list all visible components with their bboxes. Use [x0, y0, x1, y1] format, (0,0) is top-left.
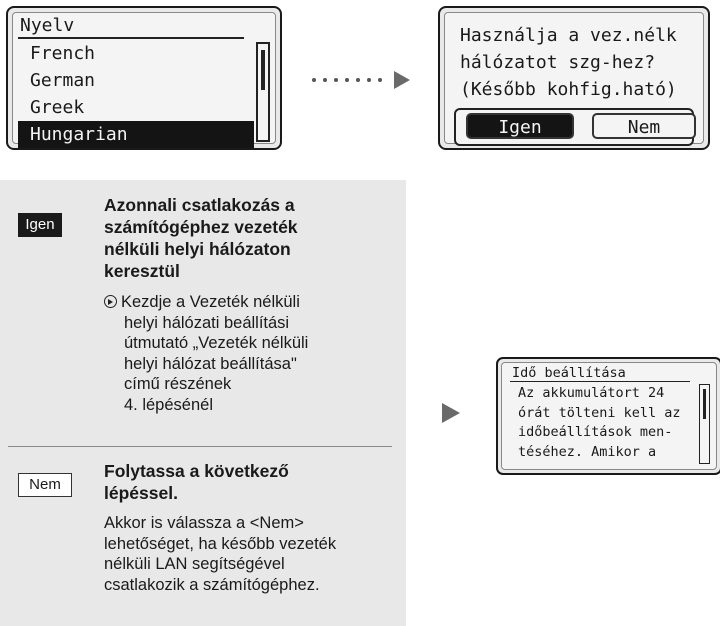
no-heading	[104, 460, 384, 504]
yes-heading-line: keresztül	[104, 261, 180, 281]
title-divider	[510, 381, 690, 382]
yes-heading-line: Azonnali csatlakozás a	[104, 195, 295, 215]
no-button[interactable]: Nem	[592, 113, 696, 139]
no-instructions	[104, 513, 399, 595]
no-body-line: Akkor is válassza a <Nem>	[104, 514, 304, 532]
message-scrollbar[interactable]	[699, 384, 710, 464]
section-divider	[8, 446, 392, 447]
time-setting-screen	[496, 357, 720, 475]
language-item-french[interactable]: French	[30, 43, 96, 64]
language-item-greek[interactable]: Greek	[30, 97, 85, 118]
yes-body-line: című részének	[124, 375, 232, 393]
dotted-right-arrow-icon	[312, 70, 410, 90]
scrollbar-thumb[interactable]	[703, 389, 706, 419]
title-divider	[18, 37, 244, 39]
instruction-panel	[0, 180, 406, 626]
circle-arrow-icon	[104, 295, 117, 308]
yes-body-line: helyi hálózat beállítása"	[124, 354, 297, 373]
yes-button[interactable]: Igen	[466, 113, 574, 139]
yes-heading	[104, 194, 384, 282]
yes-body-line: útmutató „Vezeték nélküli	[124, 334, 309, 352]
wireless-question: Használja a vez.nélk hálózatot szg-hez? (Később kohfig.ható)	[460, 25, 677, 100]
language-scrollbar[interactable]	[256, 42, 270, 142]
language-item-german[interactable]: German	[30, 70, 96, 91]
language-item-hungarian[interactable]: Hungarian	[18, 121, 254, 148]
no-heading-line: Folytassa a következő	[104, 461, 289, 481]
time-screen-title: Idő beállítása	[512, 365, 626, 381]
yes-body-line: 4. lépésénél	[124, 395, 213, 414]
language-screen	[6, 6, 282, 150]
no-body-line: lehetőséget, ha később vezeték	[104, 534, 337, 553]
language-list	[18, 40, 254, 148]
yes-body-line: helyi hálózati beállítási	[124, 313, 290, 332]
wireless-confirm-screen	[438, 6, 710, 150]
scrollbar-thumb[interactable]	[261, 50, 265, 90]
battery-message: Az akkumulátort 24 órát tölteni kell az időbeállítások men- téséhez. Amikor a	[518, 385, 681, 460]
yes-body-line: Kezdje a Vezeték nélküli	[121, 293, 300, 311]
no-body-line: nélküli LAN segítségével	[104, 555, 285, 573]
yes-badge: Igen	[18, 213, 62, 237]
no-heading-line: lépéssel.	[104, 483, 178, 503]
right-triangle-icon	[442, 403, 460, 423]
no-badge: Nem	[18, 473, 72, 497]
yes-heading-line: nélküli helyi hálózaton	[104, 239, 291, 259]
yes-instructions	[104, 292, 394, 415]
no-body-line: csatlakozik a számítógéphez.	[104, 575, 320, 594]
language-screen-title: Nyelv	[20, 15, 75, 36]
confirm-button-bar	[454, 108, 694, 146]
yes-heading-line: számítógéphez vezeték	[104, 217, 298, 237]
